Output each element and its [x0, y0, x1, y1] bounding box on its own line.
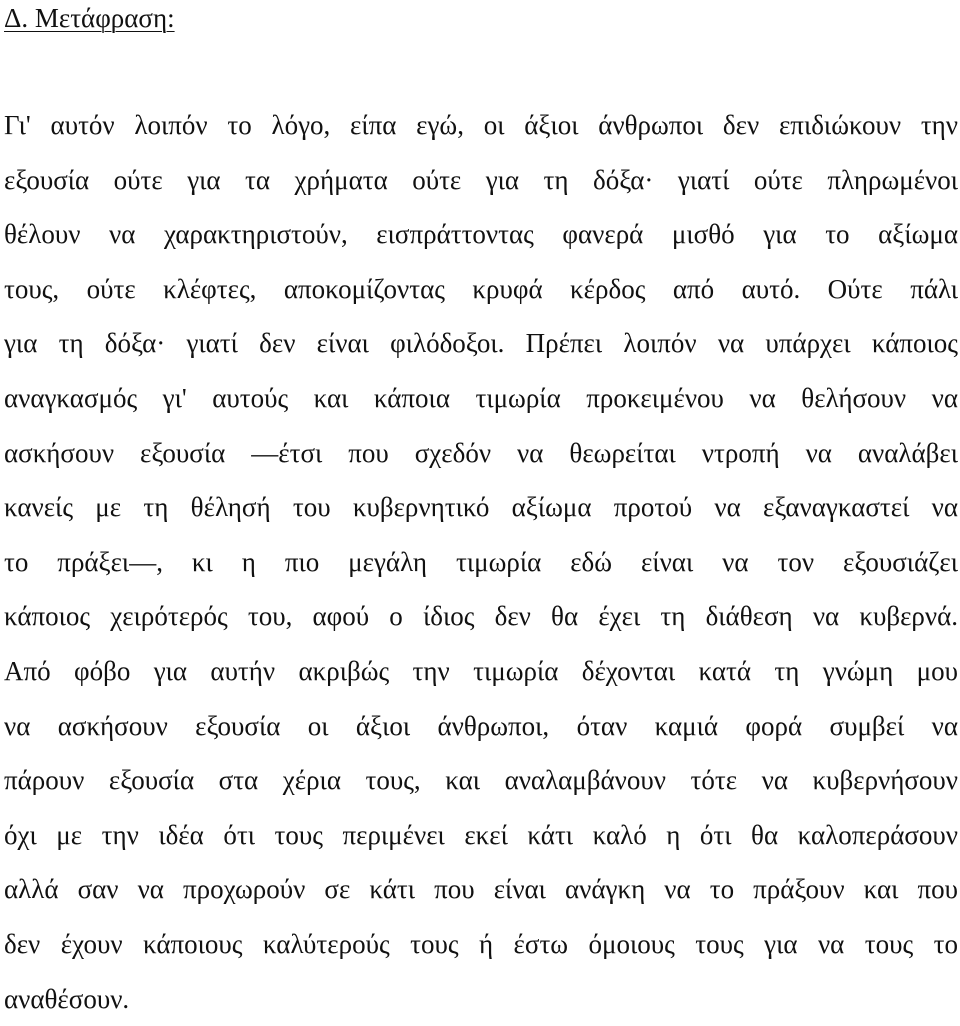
paragraph-line: κάποιος χειρότερός του, αφού ο ίδιος δεν θα έχει τη διάθεση να κυβερνά. — [4, 589, 958, 644]
paragraph-line: αναθέσουν. — [4, 972, 958, 1026]
paragraph-line: τους, ούτε κλέφτες, αποκομίζοντας κρυφά κέρδος από αυτό. Ούτε πάλι — [4, 262, 958, 317]
paragraph-line: εξουσία ούτε για τα χρήματα ούτε για τη δόξα· γιατί ούτε πληρωμένοι — [4, 153, 958, 208]
paragraph-line: αλλά σαν να προχωρούν σε κάτι που είναι ανάγκη να το πράξουν και που — [4, 862, 958, 917]
section-heading: Δ. Μετάφραση: — [4, 0, 175, 36]
paragraph-line: το πράξει—, κι η πιο μεγάλη τιμωρία εδώ είναι να τον εξουσιάζει — [4, 535, 958, 590]
paragraph-line: για τη δόξα· γιατί δεν είναι φιλόδοξοι. Πρέπει λοιπόν να υπάρχει κάποιος — [4, 316, 958, 371]
paragraph-line: να ασκήσουν εξουσία οι άξιοι άνθρωποι, όταν καμιά φορά συμβεί να — [4, 699, 958, 754]
paragraph-line: δεν έχουν κάποιους καλύτερούς τους ή έστω όμοιους τους για να τους το — [4, 917, 958, 972]
paragraph-line: Από φόβο για αυτήν ακριβώς την τιμωρία δέχονται κατά τη γνώμη μου — [4, 644, 958, 699]
paragraph-line: ασκήσουν εξουσία —έτσι που σχεδόν να θεωρείται ντροπή να αναλάβει — [4, 426, 958, 481]
paragraph-line: πάρουν εξουσία στα χέρια τους, και αναλαμβάνουν τότε να κυβερνήσουν — [4, 753, 958, 808]
paragraph-line: Γι' αυτόν λοιπόν το λόγο, είπα εγώ, οι άξιοι άνθρωποι δεν επιδιώκουν την — [4, 98, 958, 153]
paragraph-line: θέλουν να χαρακτηριστούν, εισπράττοντας φανερά μισθό για το αξίωμα — [4, 207, 958, 262]
paragraph-line: κανείς με τη θέλησή του κυβερνητικό αξίωμα προτού να εξαναγκαστεί να — [4, 480, 958, 535]
paragraph-line: όχι με την ιδέα ότι τους περιμένει εκεί κάτι καλό η ότι θα καλοπεράσουν — [4, 808, 958, 863]
translation-paragraph — [4, 98, 958, 1026]
paragraph-line: αναγκασμός γι' αυτούς και κάποια τιμωρία προκειμένου να θελήσουν να — [4, 371, 958, 426]
